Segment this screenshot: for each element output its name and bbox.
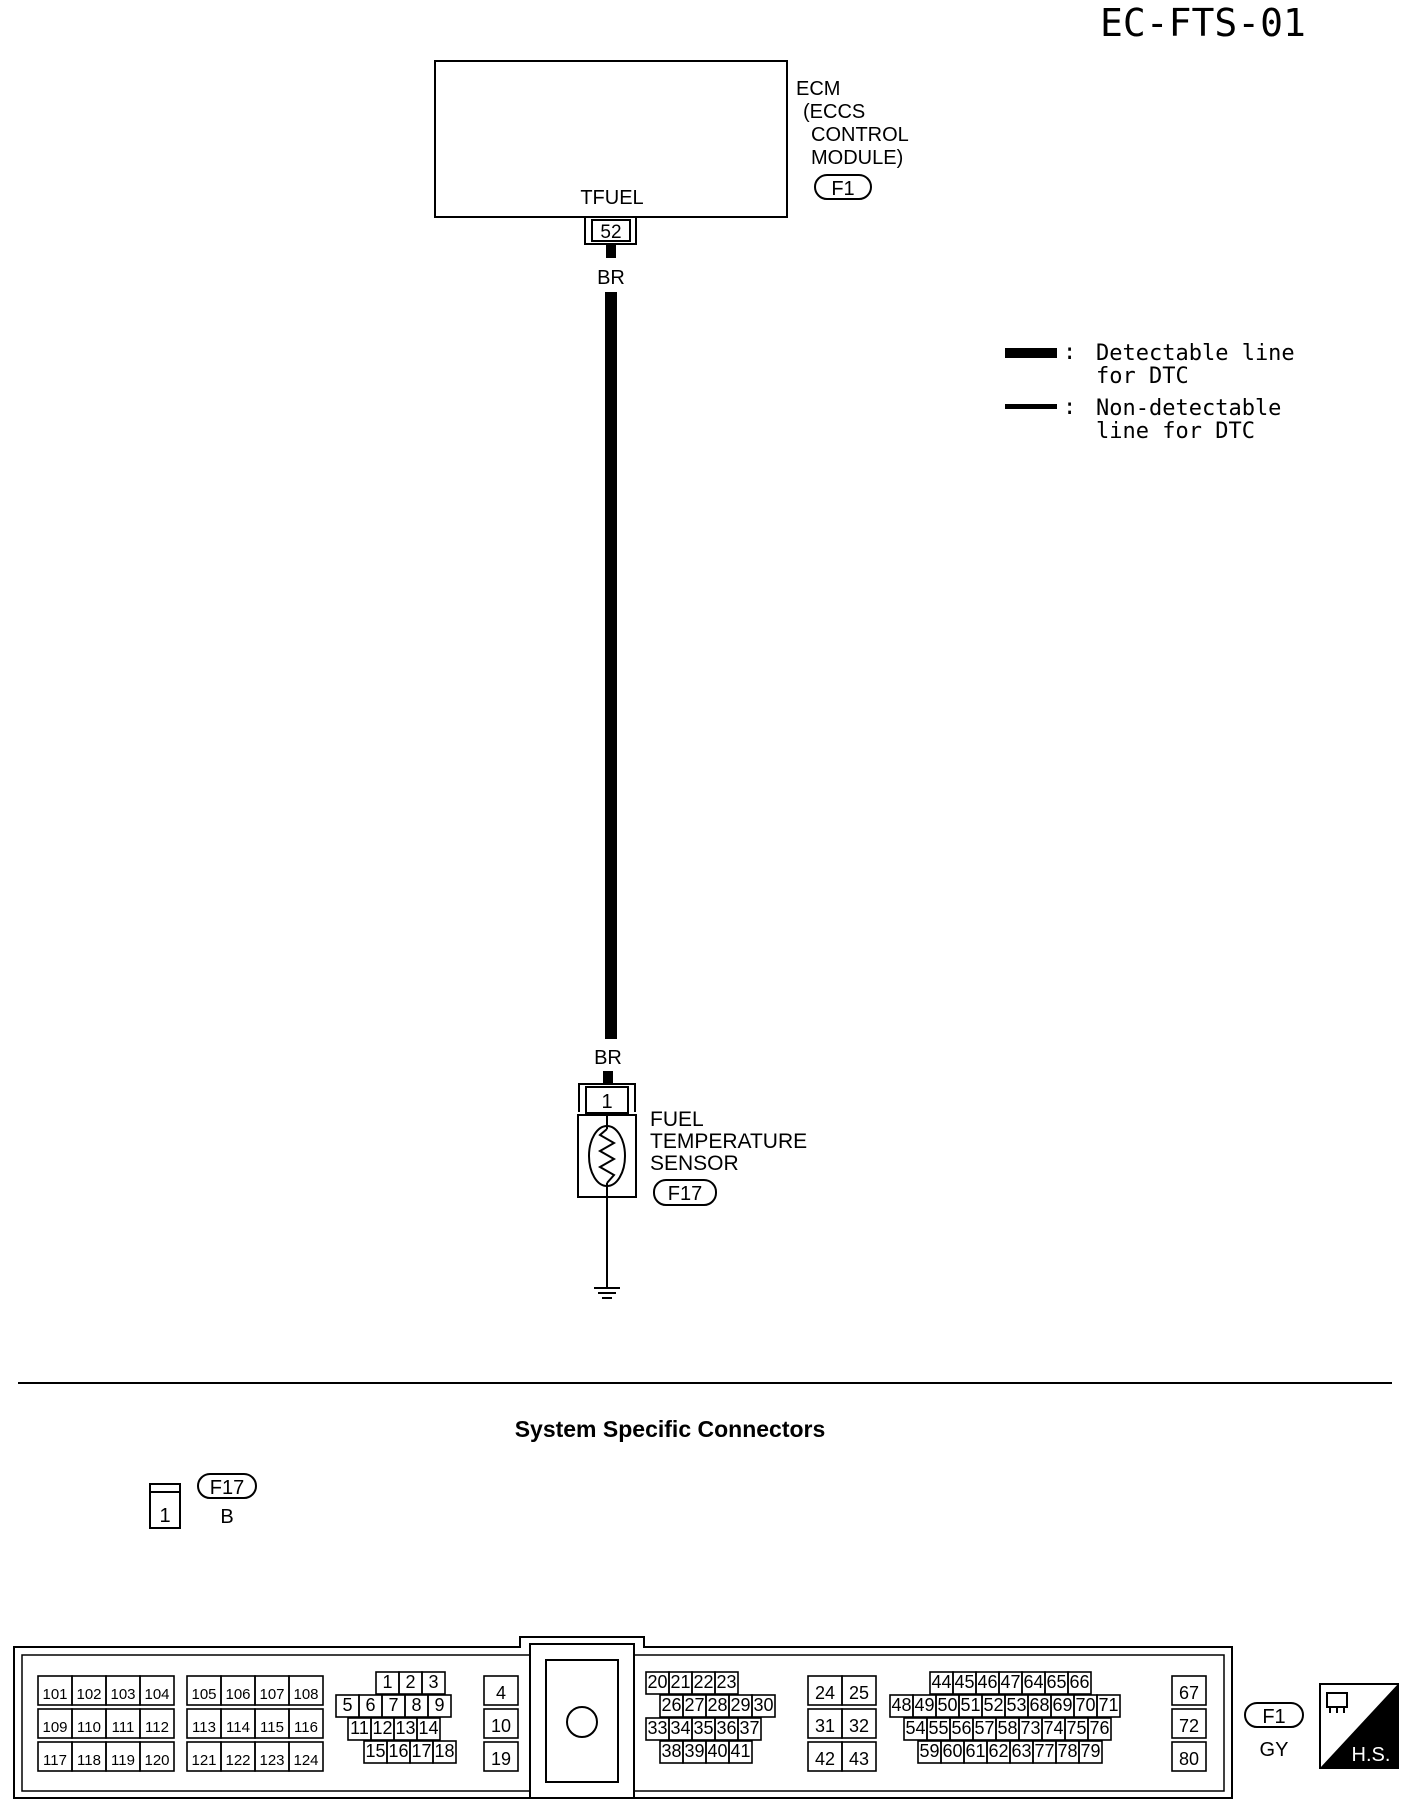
f1-pin-123: 123 [259, 1752, 285, 1769]
f1-pin-113: 113 [192, 1719, 216, 1736]
f1-pin-120: 120 [144, 1752, 170, 1769]
f1-pin-29: 29 [730, 1695, 751, 1715]
f1-pin-4: 4 [495, 1683, 507, 1703]
legend-nondetectable-swatch [1005, 404, 1057, 409]
f1-pin-16: 16 [388, 1741, 409, 1761]
f1-pin-59: 59 [919, 1741, 940, 1761]
sensor-terminal-number: 1 [601, 1091, 613, 1113]
wire-stub-top [606, 244, 616, 258]
section-title: System Specific Connectors [514, 1416, 826, 1442]
f1-pin-66: 66 [1069, 1672, 1090, 1692]
f1-connector-color: GY [1259, 1739, 1289, 1761]
f1-pin-13: 13 [395, 1718, 416, 1738]
legend-detectable-line-2: for DTC [1096, 364, 1189, 389]
f1-pin-12: 12 [372, 1718, 393, 1738]
f1-pin-118: 118 [77, 1752, 101, 1769]
f1-pin-69: 69 [1052, 1695, 1073, 1715]
f1-pin-32: 32 [848, 1716, 870, 1736]
f1-pin-105: 105 [191, 1686, 217, 1703]
f1-pin-40: 40 [707, 1741, 728, 1761]
f1-pin-11: 11 [350, 1718, 369, 1738]
f1-pin-71: 71 [1098, 1695, 1119, 1715]
f1-pin-56: 56 [951, 1718, 972, 1738]
ecm-label-line-2: (ECCS [803, 101, 866, 123]
legend-nondetectable-line-1: Non-detectable [1096, 396, 1282, 421]
sensor-label-line-1: FUEL [650, 1108, 704, 1131]
f1-pin-124: 124 [293, 1752, 319, 1769]
detectable-wire [605, 292, 617, 1039]
f17-connector-color: B [220, 1506, 234, 1528]
ecm-label-line-3: CONTROL [811, 124, 909, 146]
f1-pin-79: 79 [1080, 1741, 1101, 1761]
sensor-connector-id: F17 [667, 1183, 703, 1205]
thermistor-zigzag [600, 1129, 614, 1183]
f1-pin-45: 45 [954, 1672, 975, 1692]
f1-pin-101: 101 [42, 1686, 68, 1703]
f17-connector-id: F17 [209, 1477, 245, 1499]
f1-pin-20: 20 [647, 1672, 668, 1692]
f1-pin-7: 7 [388, 1695, 399, 1715]
f1-pin-111: 111 [111, 1719, 135, 1736]
f1-pin-22: 22 [693, 1672, 714, 1692]
f1-connector-id: F1 [1262, 1706, 1286, 1728]
f1-pin-25: 25 [848, 1683, 870, 1703]
f1-pin-18: 18 [434, 1741, 455, 1761]
legend-colon-2: : [1063, 395, 1077, 420]
f1-pin-6: 6 [365, 1695, 376, 1715]
f1-pin-64: 64 [1023, 1672, 1044, 1692]
f1-pin-15: 15 [365, 1741, 386, 1761]
f1-pin-110: 110 [77, 1719, 101, 1736]
f1-pin-65: 65 [1046, 1672, 1067, 1692]
f1-pin-48: 48 [891, 1695, 912, 1715]
f1-pin-55: 55 [928, 1718, 949, 1738]
sensor-label-line-3: SENSOR [650, 1152, 739, 1175]
f1-pin-117: 117 [43, 1752, 67, 1769]
f1-pin-109: 109 [42, 1719, 68, 1736]
f1-pin-60: 60 [942, 1741, 963, 1761]
f1-pin-122: 122 [225, 1752, 251, 1769]
f1-pin-57: 57 [974, 1718, 995, 1738]
f1-pin-35: 35 [693, 1718, 714, 1738]
f1-pin-77: 77 [1034, 1741, 1055, 1761]
f1-pin-1: 1 [382, 1672, 393, 1692]
f1-pin-104: 104 [144, 1686, 170, 1703]
f1-pin-27: 27 [684, 1695, 705, 1715]
wire-color-top: BR [597, 267, 625, 289]
f1-pin-36: 36 [716, 1718, 737, 1738]
f1-pin-38: 38 [661, 1741, 682, 1761]
f1-pin-112: 112 [145, 1719, 169, 1736]
f1-pin-70: 70 [1075, 1695, 1096, 1715]
f1-pin-41: 41 [730, 1741, 751, 1761]
f1-pin-5: 5 [342, 1695, 353, 1715]
f1-pin-74: 74 [1043, 1718, 1064, 1738]
f1-pin-76: 76 [1089, 1718, 1110, 1738]
f1-pin-80: 80 [1178, 1749, 1200, 1769]
hs-icon-plug [1327, 1693, 1347, 1707]
f1-pin-9: 9 [434, 1695, 445, 1715]
f1-pin-62: 62 [988, 1741, 1009, 1761]
f1-pin-26: 26 [661, 1695, 682, 1715]
f1-pin-28: 28 [707, 1695, 728, 1715]
f1-pin-37: 37 [739, 1718, 760, 1738]
f1-pin-121: 121 [191, 1752, 217, 1769]
f17-pin: 1 [159, 1505, 171, 1527]
ecm-connector-id: F1 [831, 178, 855, 200]
hs-label: H.S. [1351, 1744, 1391, 1766]
f1-pin-108: 108 [293, 1686, 319, 1703]
f1-pin-49: 49 [914, 1695, 935, 1715]
f1-pin-3: 3 [428, 1672, 439, 1692]
f1-pin-54: 54 [905, 1718, 926, 1738]
f1-pin-31: 31 [814, 1716, 836, 1736]
f1-pin-24: 24 [814, 1683, 836, 1703]
f1-pin-21: 21 [670, 1672, 691, 1692]
f1-pin-50: 50 [937, 1695, 958, 1715]
sensor-label-line-2: TEMPERATURE [650, 1130, 808, 1153]
f1-pin-23: 23 [716, 1672, 737, 1692]
wire-stub-bottom [603, 1071, 613, 1085]
legend-colon-1: : [1063, 340, 1077, 365]
f1-pin-10: 10 [490, 1716, 512, 1736]
page-code: EC-FTS-01 [1100, 1, 1306, 45]
wire-color-bottom: BR [594, 1047, 622, 1069]
f1-pin-51: 51 [960, 1695, 981, 1715]
f1-pin-107: 107 [259, 1686, 285, 1703]
f1-pin-58: 58 [997, 1718, 1018, 1738]
f1-pin-106: 106 [225, 1686, 251, 1703]
f1-pin-17: 17 [411, 1741, 432, 1761]
f1-pin-30: 30 [753, 1695, 774, 1715]
f1-pin-78: 78 [1057, 1741, 1078, 1761]
f1-pin-2: 2 [405, 1672, 416, 1692]
f1-pin-33: 33 [647, 1718, 668, 1738]
f1-pin-61: 61 [965, 1741, 986, 1761]
f1-pin-102: 102 [76, 1686, 102, 1703]
f1-pin-75: 75 [1066, 1718, 1087, 1738]
legend-detectable-swatch [1005, 348, 1057, 358]
ecm-terminal-name: TFUEL [580, 187, 644, 209]
ecm-label-line-1: ECM [796, 78, 841, 100]
f1-pin-67: 67 [1178, 1683, 1200, 1703]
f1-pin-44: 44 [931, 1672, 952, 1692]
f1-pin-116: 116 [294, 1719, 318, 1736]
ecm-label-line-4: MODULE) [811, 147, 904, 169]
f1-pin-46: 46 [977, 1672, 998, 1692]
f1-pin-47: 47 [1000, 1672, 1021, 1692]
f1-pin-42: 42 [814, 1749, 836, 1769]
f1-pin-114: 114 [226, 1719, 250, 1736]
f1-pin-63: 63 [1011, 1741, 1032, 1761]
f1-pin-52: 52 [983, 1695, 1004, 1715]
f1-pin-14: 14 [418, 1718, 439, 1738]
f1-pin-53: 53 [1006, 1695, 1027, 1715]
f1-pin-119: 119 [111, 1752, 135, 1769]
f1-pin-103: 103 [110, 1686, 136, 1703]
f1-pin-43: 43 [848, 1749, 870, 1769]
f17-connector-tab [150, 1484, 180, 1492]
f1-pin-39: 39 [684, 1741, 705, 1761]
f1-pin-115: 115 [260, 1719, 284, 1736]
f1-pin-34: 34 [670, 1718, 691, 1738]
f1-pin-68: 68 [1029, 1695, 1050, 1715]
legend-detectable-line-1: Detectable line [1096, 341, 1295, 366]
f1-pin-73: 73 [1020, 1718, 1041, 1738]
ecm-terminal-number: 52 [600, 222, 622, 243]
f1-pin-8: 8 [411, 1695, 422, 1715]
f1-pin-72: 72 [1178, 1716, 1200, 1736]
legend-nondetectable-line-2: line for DTC [1096, 419, 1255, 444]
f1-pin-19: 19 [490, 1749, 512, 1769]
